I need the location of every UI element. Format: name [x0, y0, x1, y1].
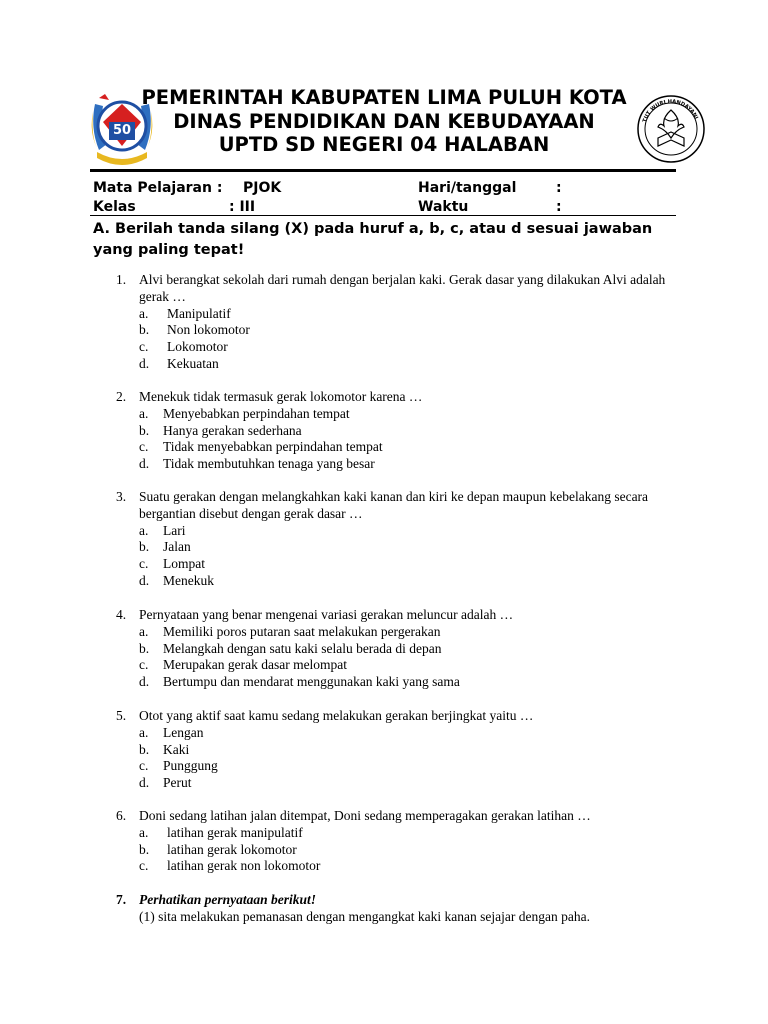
question-text: Pernyataan yang benar mengenai variasi gerakan meluncur adalah … [139, 607, 514, 622]
option-c: c. Punggung [139, 758, 218, 774]
option-b: b. Kaki [139, 741, 190, 757]
question-number: 4. [116, 607, 127, 622]
option-b: b. Jalan [139, 539, 191, 555]
subject-label: Mata Pelajaran : [93, 180, 223, 196]
option-d: d. Kekuatan [139, 355, 219, 371]
question-text: Doni sedang latihan jalan ditempat, Doni sedang memperagakan gerakan latihan … [139, 808, 591, 823]
date-colon: : [556, 180, 562, 196]
option-c: c. Lompat [139, 556, 205, 572]
header-divider-thick [90, 169, 676, 172]
option-a: a. Lengan [139, 724, 204, 740]
header-line-1: PEMERINTAH KABUPATEN LIMA PULUH KOTA [141, 86, 627, 109]
option-b: b. Non lokomotor [139, 322, 250, 338]
option-d: d. Bertumpu dan mendarat menggunakan kaki yang sama [139, 674, 460, 690]
option-a: a. Manipulatif [139, 305, 231, 321]
option-a: a. latihan gerak manipulatif [139, 824, 303, 840]
question-1 [116, 272, 676, 373]
date-label: Hari/tanggal [418, 180, 517, 196]
question-7 [116, 892, 676, 926]
meta-divider [90, 215, 676, 216]
option-c: c. Tidak menyebabkan perpindahan tempat [139, 439, 383, 455]
option-b: b. Hanya gerakan sederhana [139, 422, 302, 438]
question-text: Suatu gerakan dengan melangkahkan kaki kanan dan kiri ke depan maupun kebelakang secara bergantian disebut dengan gerak dasar … [139, 489, 649, 521]
question-number: 7. [116, 892, 127, 907]
class-value: : III [229, 199, 256, 215]
class-label: Kelas [93, 199, 136, 215]
header-line-3: UPTD SD NEGERI 04 HALABAN [218, 133, 550, 156]
document-header [0, 0, 768, 170]
question-3 [116, 489, 676, 590]
subject-value: PJOK [243, 180, 282, 196]
option-b: b. Melangkah dengan satu kaki selalu berada di depan [139, 640, 442, 656]
option-c: c. latihan gerak non lokomotor [139, 858, 321, 874]
question-text: Perhatikan pernyataan berikut! [139, 892, 317, 907]
option-d: d. Perut [139, 775, 192, 791]
option-b: b. latihan gerak lokomotor [139, 841, 297, 857]
regency-emblem-number: 50 [112, 123, 132, 138]
option-d: d. Menekuk [139, 572, 214, 588]
question-number: 1. [116, 272, 127, 287]
question-6 [116, 808, 676, 875]
option-a: a. Memiliki poros putaran saat melakukan pergerakan [139, 623, 441, 639]
question-number: 2. [116, 389, 127, 404]
svg-text:TUT WURI HANDAYANI: TUT WURI HANDAYANI [641, 98, 699, 124]
question-5 [116, 708, 676, 792]
question-text: Menekuk tidak termasuk gerak lokomotor karena … [139, 389, 423, 404]
option-a: a. Menyebabkan perpindahan tempat [139, 405, 350, 421]
option-a: a. Lari [139, 522, 186, 538]
question-text: Otot yang aktif saat kamu sedang melakukan gerakan berjingkat yaitu … [139, 708, 534, 723]
statement-1: (1) sita melakukan pemanasan dengan mengangkat kaki kanan sejajar dengan paha. [139, 908, 590, 924]
question-number: 3. [116, 489, 127, 504]
question-number: 5. [116, 708, 127, 723]
section-a-instruction: A. Berilah tanda silang (X) pada huruf a, b, c, atau d sesuai jawaban yang paling tepat! [93, 221, 653, 258]
question-text: Alvi berangkat sekolah dari rumah dengan berjalan kaki. Gerak dasar yang dilakukan Alvi adalah gerak … [139, 272, 666, 304]
question-4 [116, 607, 676, 691]
option-c: c. Lokomotor [139, 339, 228, 355]
header-line-2: DINAS PENDIDIKAN DAN KEBUDAYAAN [173, 110, 595, 133]
time-colon: : [556, 199, 562, 215]
option-c: c. Merupakan gerak dasar melompat [139, 657, 348, 673]
option-d: d. Tidak membutuhkan tenaga yang besar [139, 456, 375, 472]
question-number: 6. [116, 808, 127, 823]
question-2 [116, 389, 676, 473]
time-label: Waktu [418, 199, 469, 215]
